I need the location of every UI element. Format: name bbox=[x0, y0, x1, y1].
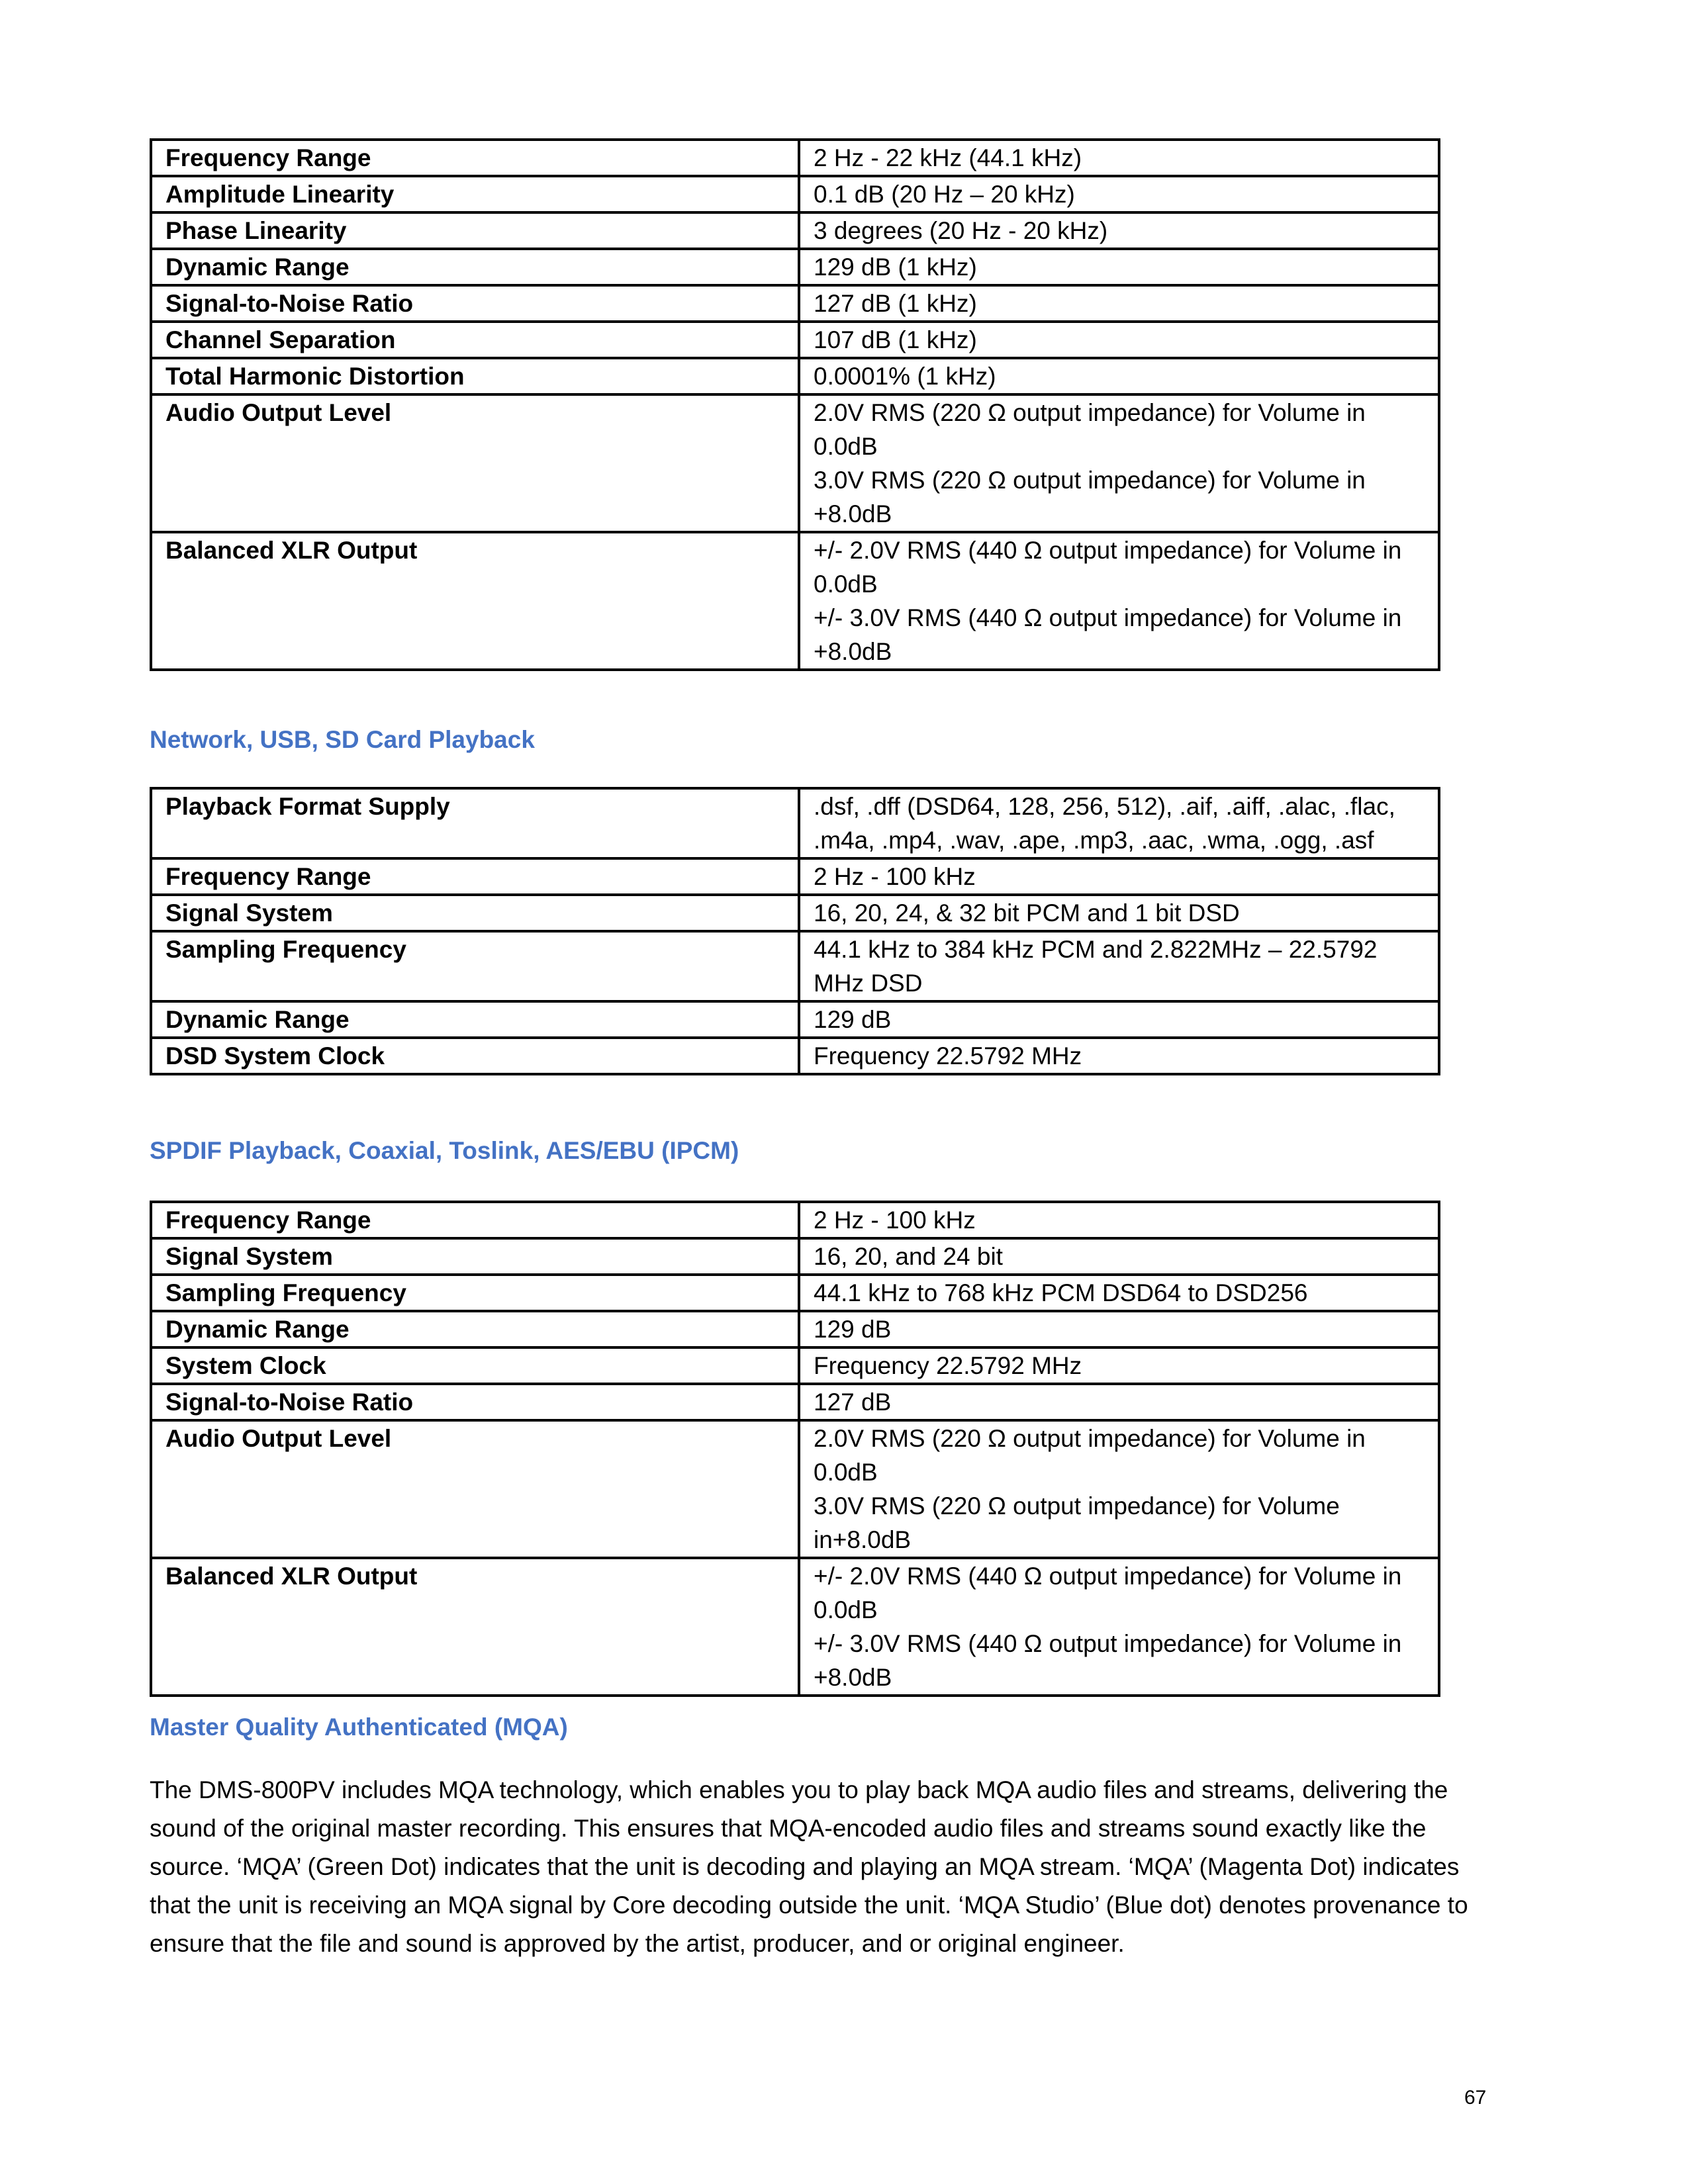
table-row bbox=[151, 212, 1439, 249]
spec-label: Playback Format Supply bbox=[151, 788, 799, 858]
spec-value: .dsf, .dff (DSD64, 128, 256, 512), .aif, .aiff, .alac, .flac, .m4a, .mp4, .wav, .ape, .mp3, .aac, .wma, .ogg, .asf bbox=[799, 788, 1439, 858]
table-row bbox=[151, 1275, 1439, 1311]
analog-spec-table bbox=[150, 138, 1440, 671]
spec-value: Frequency 22.5792 MHz bbox=[799, 1347, 1439, 1384]
page-number: 67 bbox=[1464, 2087, 1487, 2109]
spec-value: 16, 20, and 24 bit bbox=[799, 1238, 1439, 1275]
spec-label: Sampling Frequency bbox=[151, 1275, 799, 1311]
section-heading-spdif: SPDIF Playback, Coaxial, Toslink, AES/EBU (IPCM) bbox=[150, 1137, 739, 1164]
table-row bbox=[151, 931, 1439, 1001]
spec-value: 2 Hz - 100 kHz bbox=[799, 1202, 1439, 1238]
spec-label: System Clock bbox=[151, 1347, 799, 1384]
spec-label: Signal System bbox=[151, 1238, 799, 1275]
spec-value: 44.1 kHz to 384 kHz PCM and 2.822MHz – 22.5792 MHz DSD bbox=[799, 931, 1439, 1001]
spec-value: 2.0V RMS (220 Ω output impedance) for Volume in 0.0dB 3.0V RMS (220 Ω output impedance) for Volume in+8.0dB bbox=[799, 1420, 1439, 1558]
spec-label: Frequency Range bbox=[151, 140, 799, 176]
paragraph-line: source. ‘MQA’ (Green Dot) indicates that the unit is decoding and playing an MQA stream. ‘MQA’ (Magenta Dot) indicates bbox=[150, 1853, 1460, 1880]
spec-label: Signal System bbox=[151, 895, 799, 931]
table-row bbox=[151, 285, 1439, 322]
spec-label: Phase Linearity bbox=[151, 212, 799, 249]
spec-label: Balanced XLR Output bbox=[151, 1558, 799, 1696]
table-row bbox=[151, 1558, 1439, 1696]
spec-value: 127 dB bbox=[799, 1384, 1439, 1420]
table-row bbox=[151, 858, 1439, 895]
spec-label: Sampling Frequency bbox=[151, 931, 799, 1001]
spec-label: Balanced XLR Output bbox=[151, 532, 799, 670]
spec-label: Channel Separation bbox=[151, 322, 799, 358]
table-row bbox=[151, 1001, 1439, 1038]
section-heading-mqa: Master Quality Authenticated (MQA) bbox=[150, 1713, 568, 1741]
section-heading-network: Network, USB, SD Card Playback bbox=[150, 726, 535, 753]
spec-value: 129 dB bbox=[799, 1311, 1439, 1347]
spdif-spec-table bbox=[150, 1201, 1440, 1697]
spec-value: 0.1 dB (20 Hz – 20 kHz) bbox=[799, 176, 1439, 212]
table-row bbox=[151, 249, 1439, 285]
paragraph-line: that the unit is receiving an MQA signal by Core decoding outside the unit. ‘MQA Studio’ (Blue dot) denotes provenance to bbox=[150, 1891, 1468, 1919]
paragraph-line: ensure that the file and sound is approved by the artist, producer, and or original engineer. bbox=[150, 1930, 1125, 1957]
spec-value: 16, 20, 24, & 32 bit PCM and 1 bit DSD bbox=[799, 895, 1439, 931]
table-row bbox=[151, 1238, 1439, 1275]
spec-label: Audio Output Level bbox=[151, 1420, 799, 1558]
spec-value: 107 dB (1 kHz) bbox=[799, 322, 1439, 358]
spec-label: Frequency Range bbox=[151, 1202, 799, 1238]
spec-value: 2 Hz - 22 kHz (44.1 kHz) bbox=[799, 140, 1439, 176]
table-row bbox=[151, 1311, 1439, 1347]
spec-label: Dynamic Range bbox=[151, 1311, 799, 1347]
spec-value: 3 degrees (20 Hz - 20 kHz) bbox=[799, 212, 1439, 249]
spec-value: 129 dB bbox=[799, 1001, 1439, 1038]
table-row bbox=[151, 176, 1439, 212]
spec-label: Frequency Range bbox=[151, 858, 799, 895]
table-row bbox=[151, 1038, 1439, 1074]
spec-label: DSD System Clock bbox=[151, 1038, 799, 1074]
table-row bbox=[151, 1202, 1439, 1238]
table-row bbox=[151, 394, 1439, 532]
spec-label: Amplitude Linearity bbox=[151, 176, 799, 212]
spec-value: Frequency 22.5792 MHz bbox=[799, 1038, 1439, 1074]
spec-value: 0.0001% (1 kHz) bbox=[799, 358, 1439, 394]
spec-label: Total Harmonic Distortion bbox=[151, 358, 799, 394]
table-row bbox=[151, 532, 1439, 670]
table-row bbox=[151, 358, 1439, 394]
spec-label: Signal-to-Noise Ratio bbox=[151, 285, 799, 322]
table-row bbox=[151, 1420, 1439, 1558]
spec-value: 129 dB (1 kHz) bbox=[799, 249, 1439, 285]
table-row bbox=[151, 322, 1439, 358]
mqa-description bbox=[150, 1771, 1533, 1963]
table-row bbox=[151, 140, 1439, 176]
spec-label: Dynamic Range bbox=[151, 249, 799, 285]
spec-value: 2.0V RMS (220 Ω output impedance) for Volume in 0.0dB 3.0V RMS (220 Ω output impedance) for Volume in +8.0dB bbox=[799, 394, 1439, 532]
spec-value: 2 Hz - 100 kHz bbox=[799, 858, 1439, 895]
spec-label: Audio Output Level bbox=[151, 394, 799, 532]
table-row bbox=[151, 1347, 1439, 1384]
table-row bbox=[151, 1384, 1439, 1420]
spec-label: Dynamic Range bbox=[151, 1001, 799, 1038]
paragraph-line: sound of the original master recording. This ensures that MQA-encoded audio files and streams sound exactly like the bbox=[150, 1815, 1427, 1842]
table-row bbox=[151, 788, 1439, 858]
spec-value: +/- 2.0V RMS (440 Ω output impedance) for Volume in 0.0dB +/- 3.0V RMS (440 Ω output impedance) for Volume in +8.0dB bbox=[799, 1558, 1439, 1696]
spec-value: 127 dB (1 kHz) bbox=[799, 285, 1439, 322]
spec-value: 44.1 kHz to 768 kHz PCM DSD64 to DSD256 bbox=[799, 1275, 1439, 1311]
network-spec-table bbox=[150, 787, 1440, 1075]
spec-label: Signal-to-Noise Ratio bbox=[151, 1384, 799, 1420]
paragraph-line: The DMS-800PV includes MQA technology, which enables you to play back MQA audio files and streams, delivering the bbox=[150, 1776, 1448, 1803]
table-row bbox=[151, 895, 1439, 931]
spec-value: +/- 2.0V RMS (440 Ω output impedance) for Volume in 0.0dB +/- 3.0V RMS (440 Ω output impedance) for Volume in +8.0dB bbox=[799, 532, 1439, 670]
